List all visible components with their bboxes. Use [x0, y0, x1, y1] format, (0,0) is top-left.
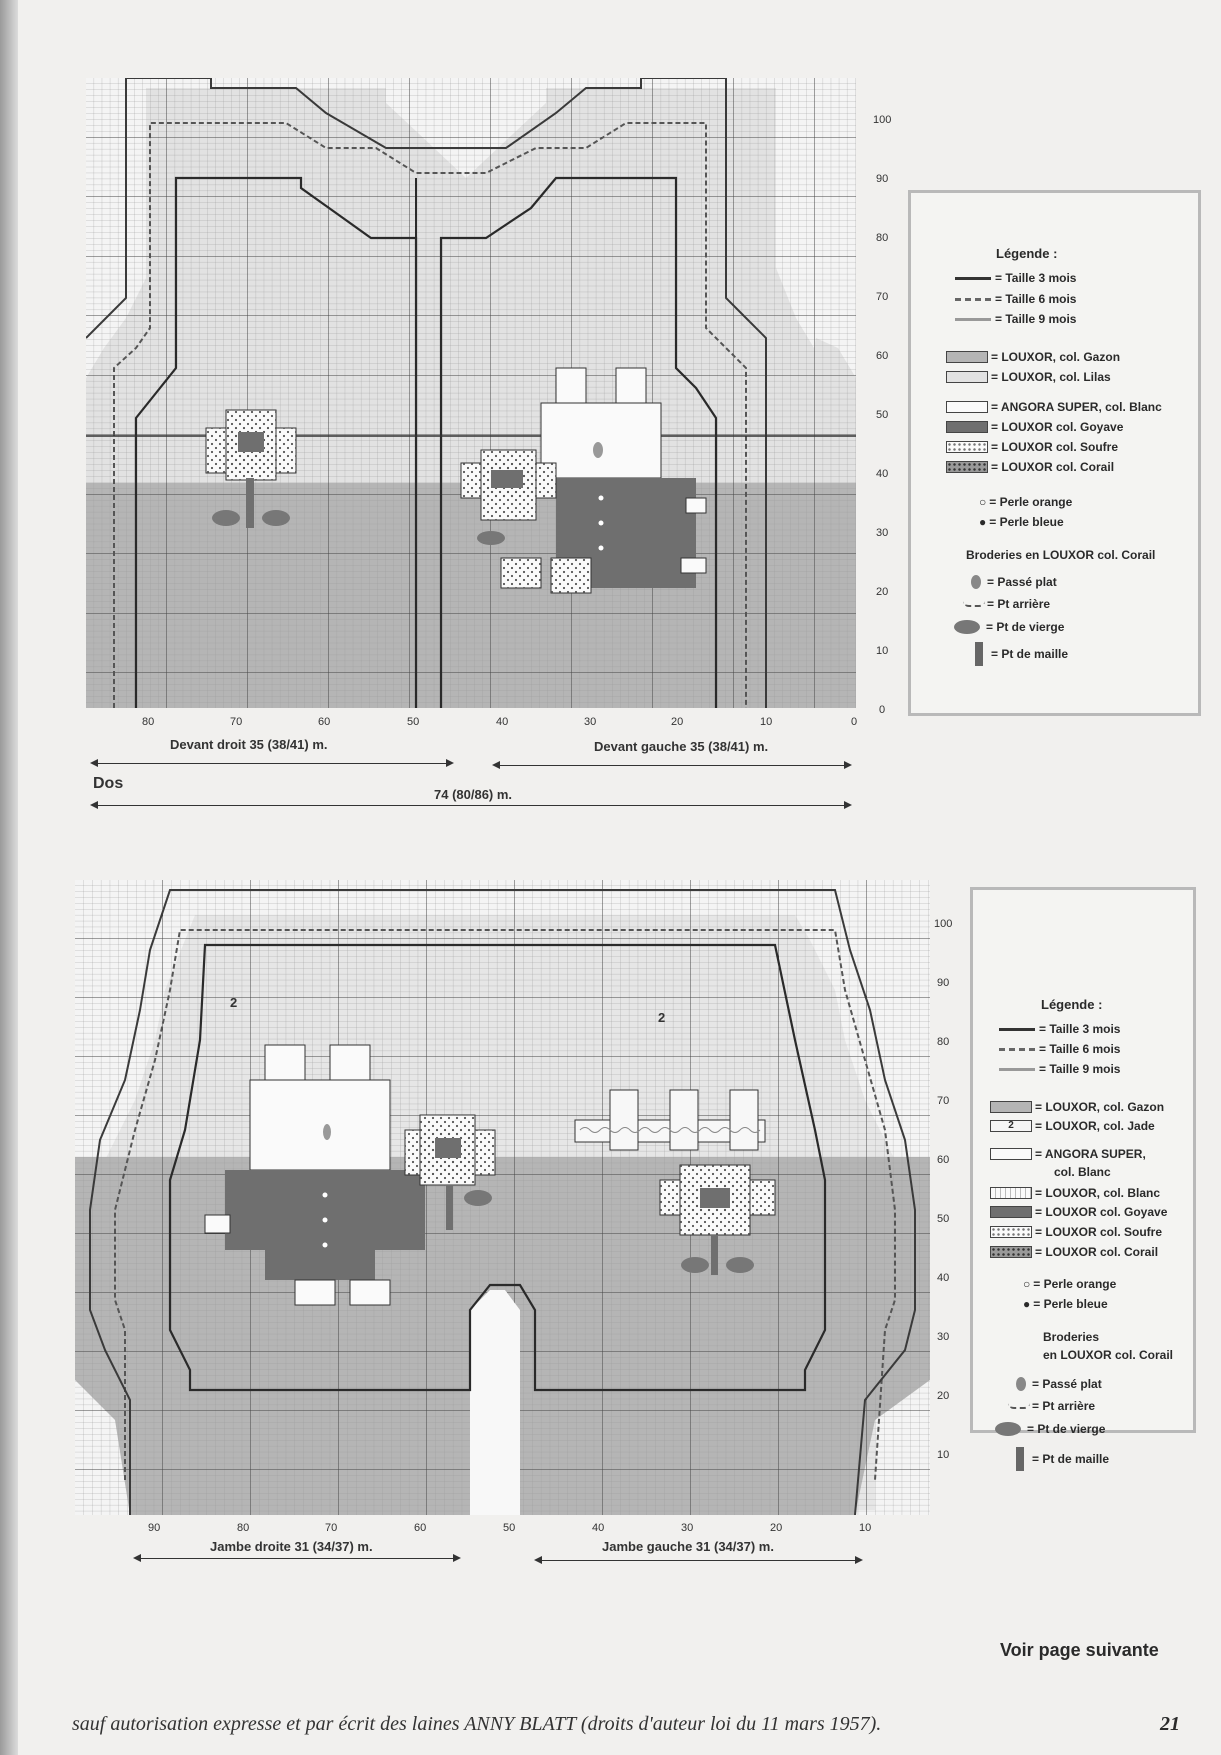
top-y-tick: 50 [876, 409, 889, 421]
legend-text: = Pt arrière [987, 597, 1051, 611]
legend-yarn-goyave [990, 1203, 1167, 1221]
legend-yarn-blanc [946, 398, 1162, 416]
top-y-tick: 70 [876, 291, 889, 303]
bottom-y-tick: 70 [937, 1095, 950, 1107]
devant-gauche-label: Devant gauche 35 (38/41) m. [594, 739, 769, 754]
measure-arrow [536, 1560, 861, 1561]
legend-stitch-pt-arriere [1008, 1397, 1095, 1415]
top-x-tick: 60 [318, 716, 331, 728]
legend-text: = Taille 3 mois [995, 271, 1077, 285]
bottom-y-tick: 50 [937, 1213, 950, 1225]
top-y-tick: 30 [876, 527, 889, 539]
region-number: 2 [230, 995, 238, 1010]
passe-plat-icon [1016, 1377, 1026, 1391]
pt-arriere-icon [1008, 1403, 1030, 1409]
bottom-knitting-chart [75, 880, 930, 1515]
legend-text: = Perle bleue [1033, 1297, 1108, 1311]
page-binding [0, 0, 18, 1755]
top-x-tick: 10 [760, 716, 773, 728]
legend-text: = Taille 9 mois [995, 312, 1077, 326]
legend-text: = LOUXOR col. Corail [1035, 1245, 1159, 1259]
legend-yarn-soufre [990, 1223, 1162, 1241]
legend-text: = Taille 6 mois [1039, 1042, 1121, 1056]
measure-arrow [135, 1558, 459, 1559]
legend-text: = Perle bleue [989, 515, 1064, 529]
legend-text: = LOUXOR, col. Blanc [1035, 1186, 1161, 1200]
legend-text: = LOUXOR, col. Jade [1035, 1119, 1155, 1133]
bottom-y-tick: 100 [934, 918, 953, 930]
top-x-tick: 0 [851, 716, 858, 728]
pt-maille-icon [975, 642, 983, 666]
legend-text: = Pt de vierge [986, 620, 1065, 634]
bottom-y-tick: 20 [937, 1390, 950, 1402]
top-x-tick: 30 [584, 716, 597, 728]
legend-stitch-pt-vierge [995, 1420, 1105, 1438]
leaf-icon [995, 1422, 1021, 1436]
devant-droit-label: Devant droit 35 (38/41) m. [170, 737, 328, 752]
region-number: 2 [658, 1010, 666, 1025]
bottom-chart-svg [75, 880, 930, 1515]
bottom-y-tick: 80 [937, 1036, 950, 1048]
legend-stitch-passe-plat [963, 573, 1057, 591]
legend-yarn-corail [946, 458, 1114, 476]
top-y-tick: 80 [876, 232, 889, 244]
top-knitting-chart [86, 78, 856, 708]
legend-yarn-gazon [946, 348, 1120, 366]
bottom-y-tick: 90 [937, 977, 950, 989]
legend-size-6 [953, 290, 1076, 308]
legend-yarn-jade [990, 1117, 1155, 1135]
dos-width-label: 74 (80/86) m. [434, 787, 513, 802]
jambe-gauche-label: Jambe gauche 31 (34/37) m. [602, 1539, 774, 1554]
legend-text: = Pt de maille [991, 647, 1069, 661]
legend-bead-bleue: ● = Perle bleue [1023, 1297, 1108, 1311]
top-x-tick: 80 [142, 716, 155, 728]
legend-yarn-soufre [946, 438, 1118, 456]
leaf-icon [954, 620, 980, 634]
legend-embroidery-title: Broderies [1043, 1330, 1100, 1344]
measure-arrow [92, 805, 850, 806]
legend-text: = Taille 9 mois [1039, 1062, 1121, 1076]
legend-bead-orange: ○ = Perle orange [1023, 1277, 1117, 1291]
top-x-tick: 20 [671, 716, 684, 728]
legend-size-6 [997, 1040, 1120, 1058]
legend-text: = Pt de vierge [1027, 1422, 1106, 1436]
legend-text: = Pt arrière [1032, 1399, 1096, 1413]
legend-text: = Taille 6 mois [995, 292, 1077, 306]
bottom-x-tick: 60 [414, 1522, 427, 1534]
legend-stitch-passe-plat [1008, 1375, 1102, 1393]
top-y-tick: 20 [876, 586, 889, 598]
top-y-tick: 100 [873, 114, 892, 126]
bottom-y-tick: 30 [937, 1331, 950, 1343]
legend-text: = LOUXOR col. Goyave [991, 420, 1124, 434]
legend-text: = LOUXOR, col. Gazon [991, 350, 1121, 364]
pt-maille-icon [1016, 1447, 1024, 1471]
legend-stitch-pt-arriere [963, 595, 1050, 613]
page-number: 21 [1160, 1713, 1180, 1735]
bottom-x-tick: 80 [237, 1522, 250, 1534]
jambe-droite-label: Jambe droite 31 (34/37) m. [210, 1539, 373, 1554]
legend-yarn-blanc [990, 1184, 1160, 1202]
top-x-tick: 40 [496, 716, 509, 728]
legend-bead-orange: ○ = Perle orange [979, 495, 1073, 509]
legend-size-3 [953, 269, 1076, 287]
top-y-tick: 40 [876, 468, 889, 480]
legend-size-9 [997, 1060, 1120, 1078]
legend-text: = Taille 3 mois [1039, 1022, 1121, 1036]
jade-swatch: 2 [990, 1120, 1032, 1132]
legend-embroidery-title: Broderies en LOUXOR col. Corail [966, 548, 1156, 562]
legend-text: = Pt de maille [1032, 1452, 1110, 1466]
top-y-tick: 10 [876, 645, 889, 657]
top-x-tick: 70 [230, 716, 243, 728]
measure-arrow [494, 765, 850, 766]
top-chart-svg [86, 78, 856, 708]
legend-size-3 [997, 1020, 1120, 1038]
bottom-y-tick: 60 [937, 1154, 950, 1166]
measure-arrow [92, 763, 452, 764]
legend-embroidery-title: en LOUXOR col. Corail [1043, 1348, 1174, 1362]
copyright-footer: sauf autorisation expresse et par écrit des laines ANNY BLATT (droits d'auteur loi du 11 mars 1957). [72, 1713, 882, 1735]
legend-yarn-angora [990, 1145, 1146, 1163]
legend-text: = LOUXOR, col. Gazon [1035, 1100, 1165, 1114]
bottom-x-tick: 70 [325, 1522, 338, 1534]
legend-yarn-lilas [946, 368, 1111, 386]
top-x-tick: 50 [407, 716, 420, 728]
legend-text: = LOUXOR col. Goyave [1035, 1205, 1168, 1219]
legend-stitch-pt-vierge [954, 618, 1064, 636]
legend-text: = Passé plat [1032, 1377, 1102, 1391]
legend-text: col. Blanc [1054, 1165, 1111, 1179]
legend-text: = ANGORA SUPER, [1035, 1147, 1146, 1161]
legend-yarn-goyave [946, 418, 1123, 436]
legend-stitch-pt-maille [1010, 1450, 1109, 1468]
legend-text: = Perle orange [1033, 1277, 1117, 1291]
top-y-tick: 90 [876, 173, 889, 185]
legend-stitch-pt-maille [969, 645, 1068, 663]
next-page-link[interactable]: Voir page suivante [1000, 1640, 1159, 1660]
legend-text: = ANGORA SUPER, col. Blanc [991, 400, 1162, 414]
dos-title: Dos [93, 775, 124, 792]
legend-text: = Passé plat [987, 575, 1057, 589]
legend-title: Légende : [1041, 997, 1103, 1012]
bottom-x-tick: 10 [859, 1522, 872, 1534]
bottom-x-tick: 50 [503, 1522, 516, 1534]
bottom-y-tick: 10 [937, 1449, 950, 1461]
legend-yarn-gazon [990, 1098, 1164, 1116]
bottom-x-tick: 40 [592, 1522, 605, 1534]
bottom-x-tick: 20 [770, 1522, 783, 1534]
top-y-tick: 60 [876, 350, 889, 362]
legend-size-9 [953, 310, 1076, 328]
pt-arriere-icon [963, 601, 985, 607]
legend-yarn-corail [990, 1243, 1158, 1261]
bottom-x-tick: 30 [681, 1522, 694, 1534]
legend-text: = Perle orange [989, 495, 1073, 509]
top-y-tick: 0 [879, 704, 886, 716]
bottom-y-tick: 40 [937, 1272, 950, 1284]
bottom-x-tick: 90 [148, 1522, 161, 1534]
legend-text: = LOUXOR col. Soufre [1035, 1225, 1163, 1239]
legend-text: = LOUXOR col. Soufre [991, 440, 1119, 454]
legend-text: = LOUXOR, col. Lilas [991, 370, 1111, 384]
legend-bead-bleue: ● = Perle bleue [979, 515, 1064, 529]
legend-top [908, 190, 1201, 716]
legend-text: = LOUXOR col. Corail [991, 460, 1115, 474]
legend-title: Légende : [996, 246, 1058, 261]
legend-bottom [970, 887, 1196, 1433]
legend-yarn-angora-2 [1054, 1163, 1111, 1181]
passe-plat-icon [971, 575, 981, 589]
